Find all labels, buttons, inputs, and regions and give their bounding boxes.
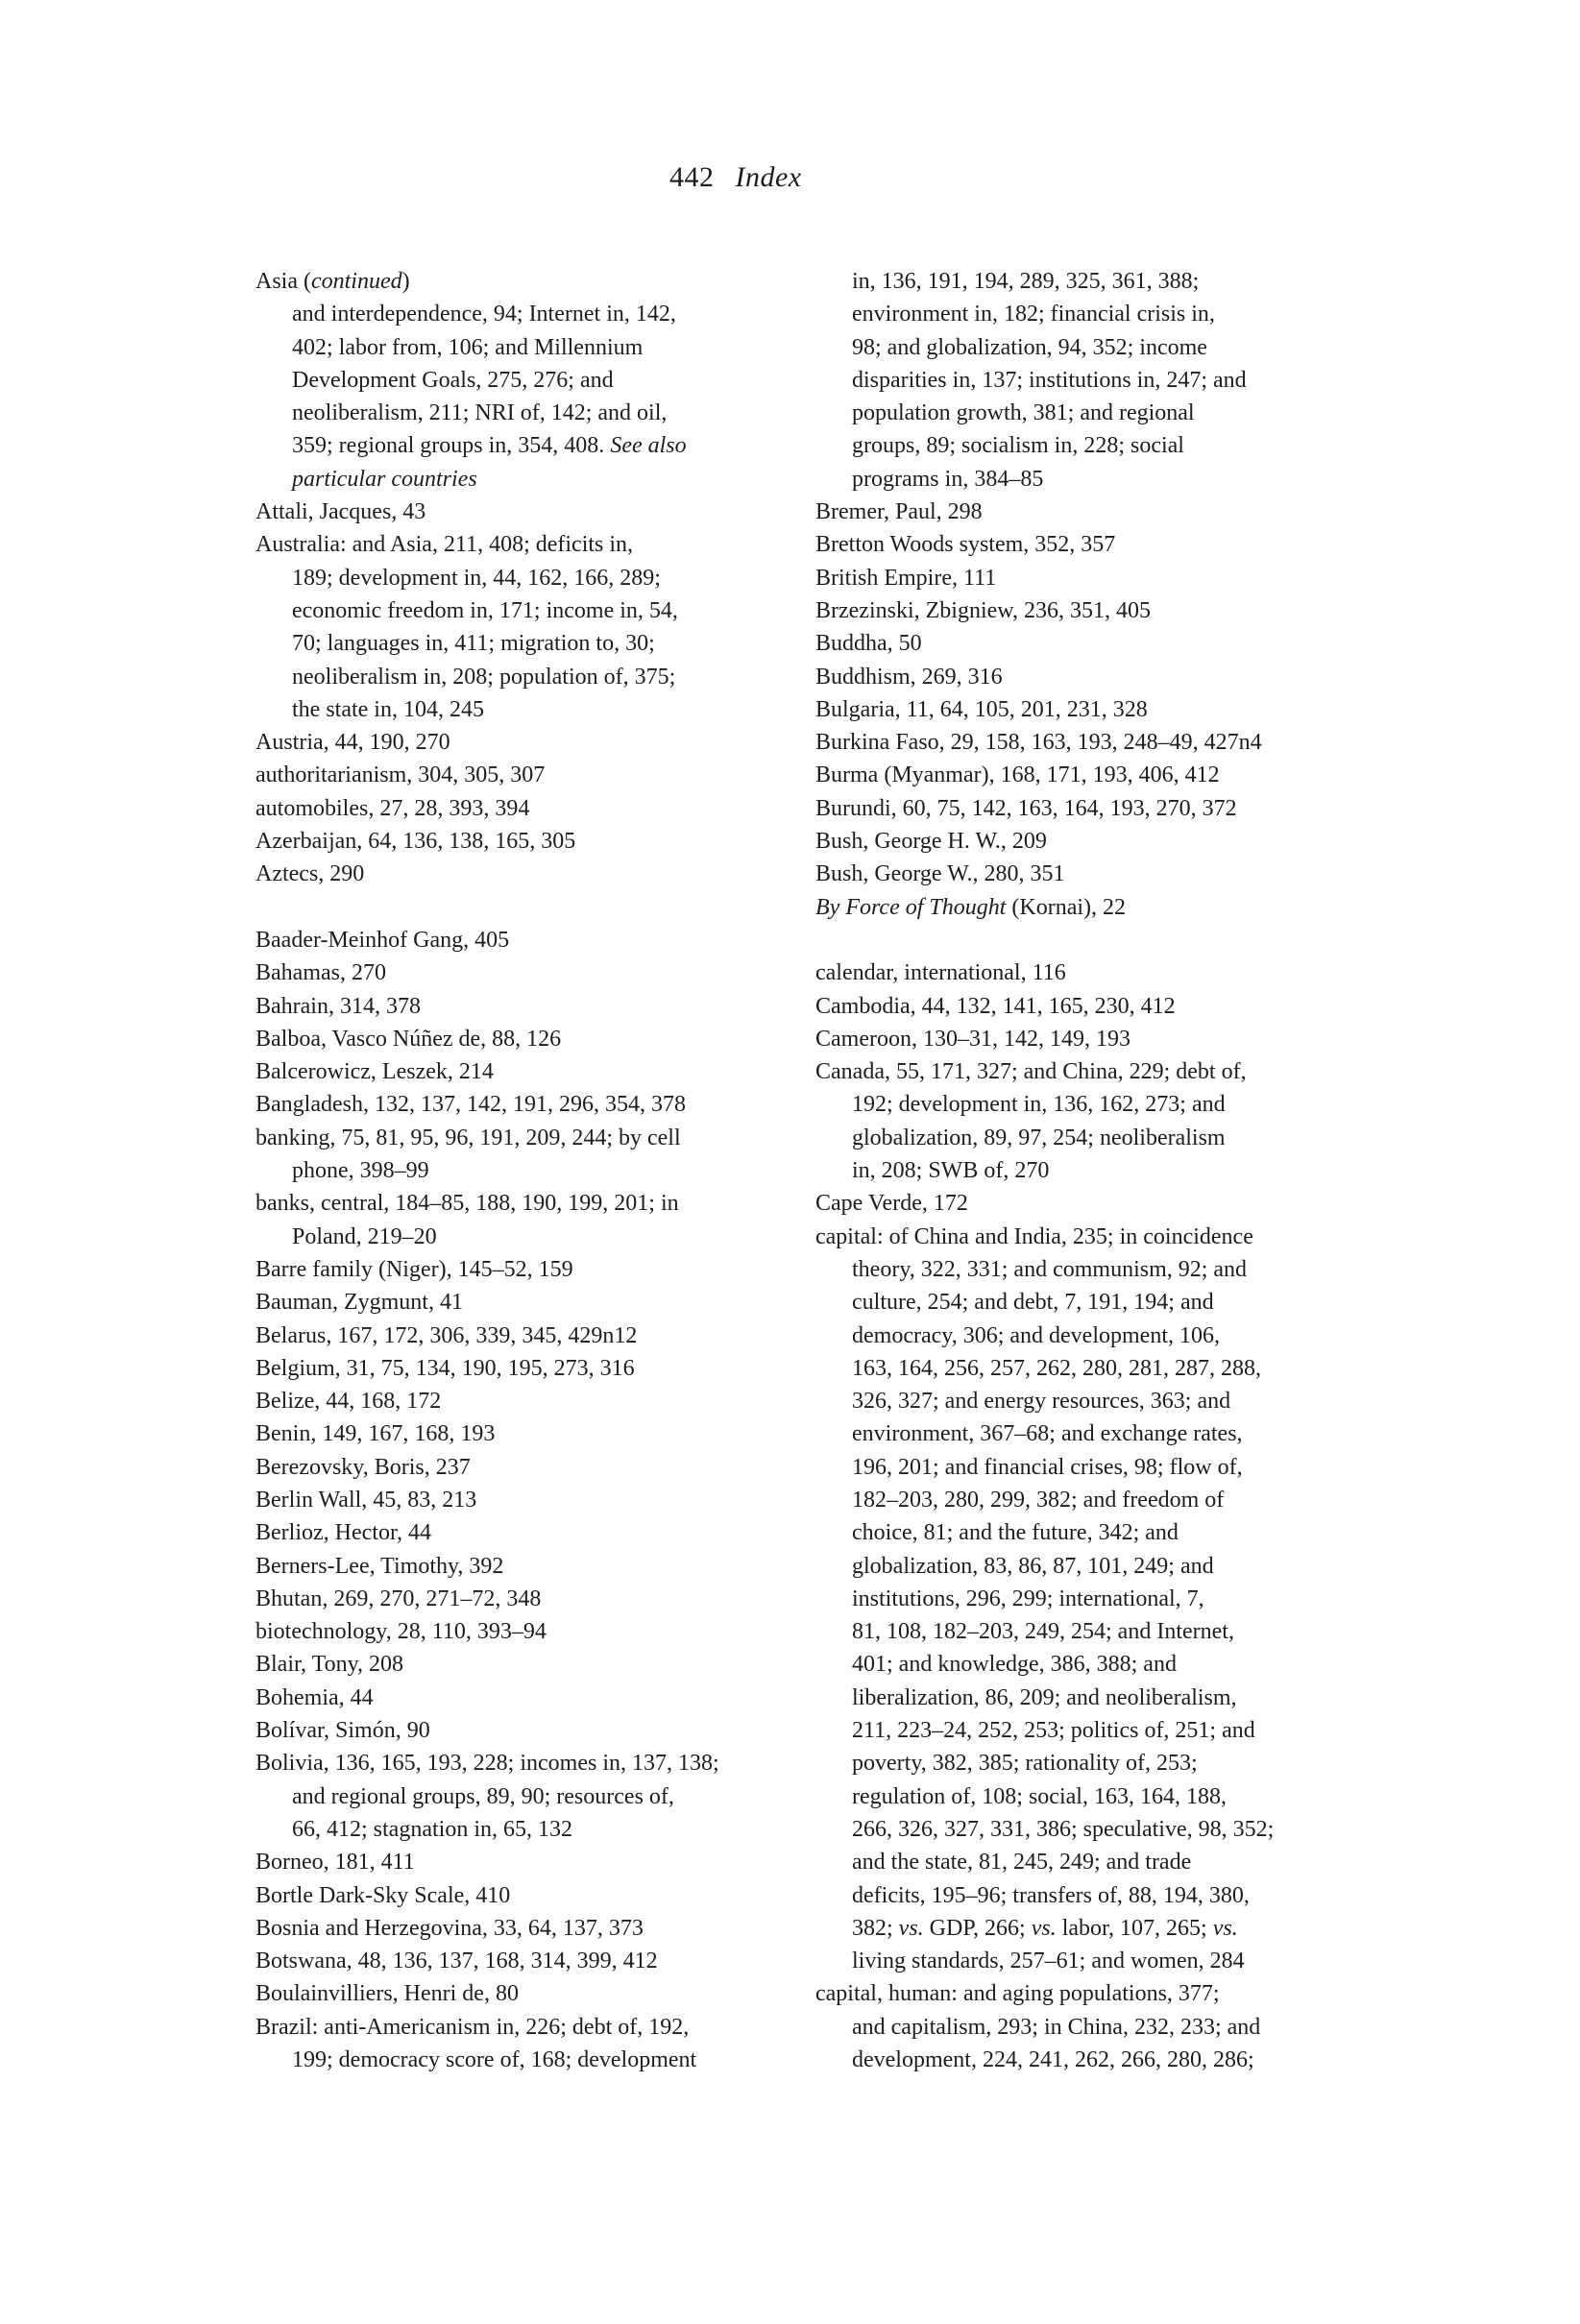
index-line: Bolívar, Simón, 90 [255,1718,430,1744]
index-line: Berlin Wall, 45, 83, 213 [255,1487,477,1513]
index-line: Cape Verde, 172 [815,1191,968,1217]
index-line: and capitalism, 293; in China, 232, 233; and [852,2014,1261,2040]
index-line: groups, 89; socialism in, 228; social [852,433,1184,459]
index-line: and the state, 81, 245, 249; and trade [852,1850,1192,1876]
index-line: population growth, 381; and regional [852,400,1195,426]
index-line: Buddhism, 269, 316 [815,664,1003,690]
index-line: Baader-Meinhof Gang, 405 [255,927,510,953]
index-line: 70; languages in, 411; migration to, 30; [292,631,655,657]
index-line: capital: of China and India, 235; in coincidence [815,1223,1253,1249]
index-line: living standards, 257–61; and women, 284 [852,1949,1245,1974]
index-line: Cameroon, 130–31, 142, 149, 193 [815,1026,1130,1052]
index-line: environment in, 182; financial crisis in, [852,302,1215,327]
index-line: Cambodia, 44, 132, 141, 165, 230, 412 [815,993,1176,1019]
index-line: poverty, 382, 385; rationality of, 253; [852,1751,1198,1777]
index-line: 326, 327; and energy resources, 363; and [852,1389,1231,1415]
index-line: Belgium, 31, 75, 134, 190, 195, 273, 316 [255,1355,635,1381]
index-line: Berlioz, Hector, 44 [255,1520,431,1546]
index-line: Bush, George H. W., 209 [815,829,1047,855]
index-line: 163, 164, 256, 257, 262, 280, 281, 287, 288, [852,1355,1261,1381]
index-line: Asia (continued) [255,269,410,294]
running-head-title: Index [735,161,802,193]
index-line: Australia: and Asia, 211, 408; deficits in, [255,532,634,558]
index-line: institutions, 296, 299; international, 7, [852,1586,1204,1611]
index-line: Bangladesh, 132, 137, 142, 191, 296, 354, 378 [255,1092,686,1118]
index-line: 98; and globalization, 94, 352; income [852,334,1207,360]
index-line: choice, 81; and the future, 342; and [852,1520,1179,1546]
index-line: deficits, 195–96; transfers of, 88, 194, 380, [852,1882,1250,1908]
blank-line [815,924,1358,956]
index-line: Austria, 44, 190, 270 [255,730,450,756]
index-line: banking, 75, 81, 95, 96, 191, 209, 244; by cell [255,1125,681,1150]
index-line: culture, 254; and debt, 7, 191, 194; and [852,1290,1214,1316]
running-head [669,160,802,195]
index-line: particular countries [292,466,477,492]
index-line: programs in, 384–85 [852,466,1044,492]
blank-line [255,891,798,924]
index-line: By Force of Thought (Kornai), 22 [815,894,1127,920]
index-line: 266, 326, 327, 331, 386; speculative, 98, 352; [852,1816,1275,1842]
index-line: liberalization, 86, 209; and neoliberalism, [852,1684,1237,1710]
index-line: regulation of, 108; social, 163, 164, 188, [852,1783,1227,1809]
index-line: Attali, Jacques, 43 [255,499,426,525]
index-line: Bremer, Paul, 298 [815,499,983,525]
index-line: 192; development in, 136, 162, 273; and [852,1092,1226,1118]
index-line: 66, 412; stagnation in, 65, 132 [292,1816,572,1842]
index-line: Blair, Tony, 208 [255,1652,404,1678]
index-line: Brzezinski, Zbigniew, 236, 351, 405 [815,597,1152,623]
index-line: and regional groups, 89, 90; resources of, [292,1783,674,1809]
index-line: Bush, George W., 280, 351 [815,861,1065,887]
index-line: Development Goals, 275, 276; and [292,367,614,393]
page-number: 442 [669,161,715,193]
index-line: capital, human: and aging populations, 377; [815,1981,1220,2007]
index-line: and interdependence, 94; Internet in, 142, [292,302,676,327]
index-line: disparities in, 137; institutions in, 247; and [852,367,1247,393]
index-line: 199; democracy score of, 168; development [292,2047,697,2073]
index-line: Bretton Woods system, 352, 357 [815,532,1116,558]
index-line: Belarus, 167, 172, 306, 339, 345, 429n12 [255,1322,638,1348]
index-line: automobiles, 27, 28, 393, 394 [255,795,530,821]
index-line: Bosnia and Herzegovina, 33, 64, 137, 373 [255,1915,644,1941]
index-line: Bahamas, 270 [255,960,386,986]
index-line: globalization, 83, 86, 87, 101, 249; and [852,1553,1214,1579]
index-line: 211, 223–24, 252, 253; politics of, 251; and [852,1718,1255,1744]
index-column-left [255,265,798,2076]
index-line: 182–203, 280, 299, 382; and freedom of [852,1487,1225,1513]
index-line: 81, 108, 182–203, 249, 254; and Internet, [852,1619,1234,1645]
index-line: biotechnology, 28, 110, 393–94 [255,1619,547,1645]
index-line: Bulgaria, 11, 64, 105, 201, 231, 328 [815,696,1148,722]
index-line: 401; and knowledge, 386, 388; and [852,1652,1177,1678]
index-line: environment, 367–68; and exchange rates, [852,1421,1243,1447]
index-line: Canada, 55, 171, 327; and China, 229; debt of, [815,1059,1247,1085]
index-line: Bhutan, 269, 270, 271–72, 348 [255,1586,542,1611]
index-line: in, 136, 191, 194, 289, 325, 361, 388; [852,269,1200,294]
index-line: globalization, 89, 97, 254; neoliberalism [852,1125,1226,1150]
index-line: Azerbaijan, 64, 136, 138, 165, 305 [255,829,576,855]
index-line: neoliberalism, 211; NRI of, 142; and oil, [292,400,668,426]
index-line: the state in, 104, 245 [292,696,484,722]
index-line: Benin, 149, 167, 168, 193 [255,1421,496,1447]
index-line: Berezovsky, Boris, 237 [255,1454,471,1480]
index-line: Bortle Dark-Sky Scale, 410 [255,1882,511,1908]
index-line: Barre family (Niger), 145–52, 159 [255,1256,573,1282]
index-line: Bahrain, 314, 378 [255,993,421,1019]
index-line: Borneo, 181, 411 [255,1850,415,1876]
index-line: 359; regional groups in, 354, 408. See also [292,433,687,459]
index-line: Boulainvilliers, Henri de, 80 [255,1981,519,2007]
index-line: Botswana, 48, 136, 137, 168, 314, 399, 412 [255,1949,658,1974]
index-line: economic freedom in, 171; income in, 54, [292,597,678,623]
index-line: neoliberalism in, 208; population of, 375; [292,664,676,690]
index-line: Poland, 219–20 [292,1223,437,1249]
index-line: Berners-Lee, Timothy, 392 [255,1553,504,1579]
index-line: 196, 201; and financial crises, 98; flow of, [852,1454,1243,1480]
index-line: Bohemia, 44 [255,1684,374,1710]
index-line: 189; development in, 44, 162, 166, 289; [292,565,661,591]
index-line: Brazil: anti-Americanism in, 226; debt of, 192, [255,2014,690,2040]
index-line: Belize, 44, 168, 172 [255,1389,442,1415]
index-line: Bauman, Zygmunt, 41 [255,1290,463,1316]
index-line: Bolivia, 136, 165, 193, 228; incomes in, 137, 138; [255,1751,719,1777]
index-line: Burundi, 60, 75, 142, 163, 164, 193, 270, 372 [815,795,1237,821]
index-line: in, 208; SWB of, 270 [852,1158,1050,1184]
index-line: Burkina Faso, 29, 158, 163, 193, 248–49, 427n4 [815,730,1262,756]
index-line: 382; vs. GDP, 266; vs. labor, 107, 265; vs. [852,1915,1238,1941]
index-line: Aztecs, 290 [255,861,365,887]
index-line: Balboa, Vasco Núñez de, 88, 126 [255,1026,562,1052]
index-line: 402; labor from, 106; and Millennium [292,334,644,360]
index-line: banks, central, 184–85, 188, 190, 199, 201; in [255,1191,679,1217]
index-line: democracy, 306; and development, 106, [852,1322,1220,1348]
index-line: British Empire, 111 [815,565,997,591]
index-line: theory, 322, 331; and communism, 92; and [852,1256,1248,1282]
index-line: phone, 398–99 [292,1158,429,1184]
index-line: authoritarianism, 304, 305, 307 [255,763,546,788]
index-line: Burma (Myanmar), 168, 171, 193, 406, 412 [815,763,1220,788]
index-line: development, 224, 241, 262, 266, 280, 286; [852,2047,1254,2073]
index-line: Buddha, 50 [815,631,922,657]
index-column-right [815,265,1358,2076]
index-line: Balcerowicz, Leszek, 214 [255,1059,494,1085]
index-line: calendar, international, 116 [815,960,1066,986]
